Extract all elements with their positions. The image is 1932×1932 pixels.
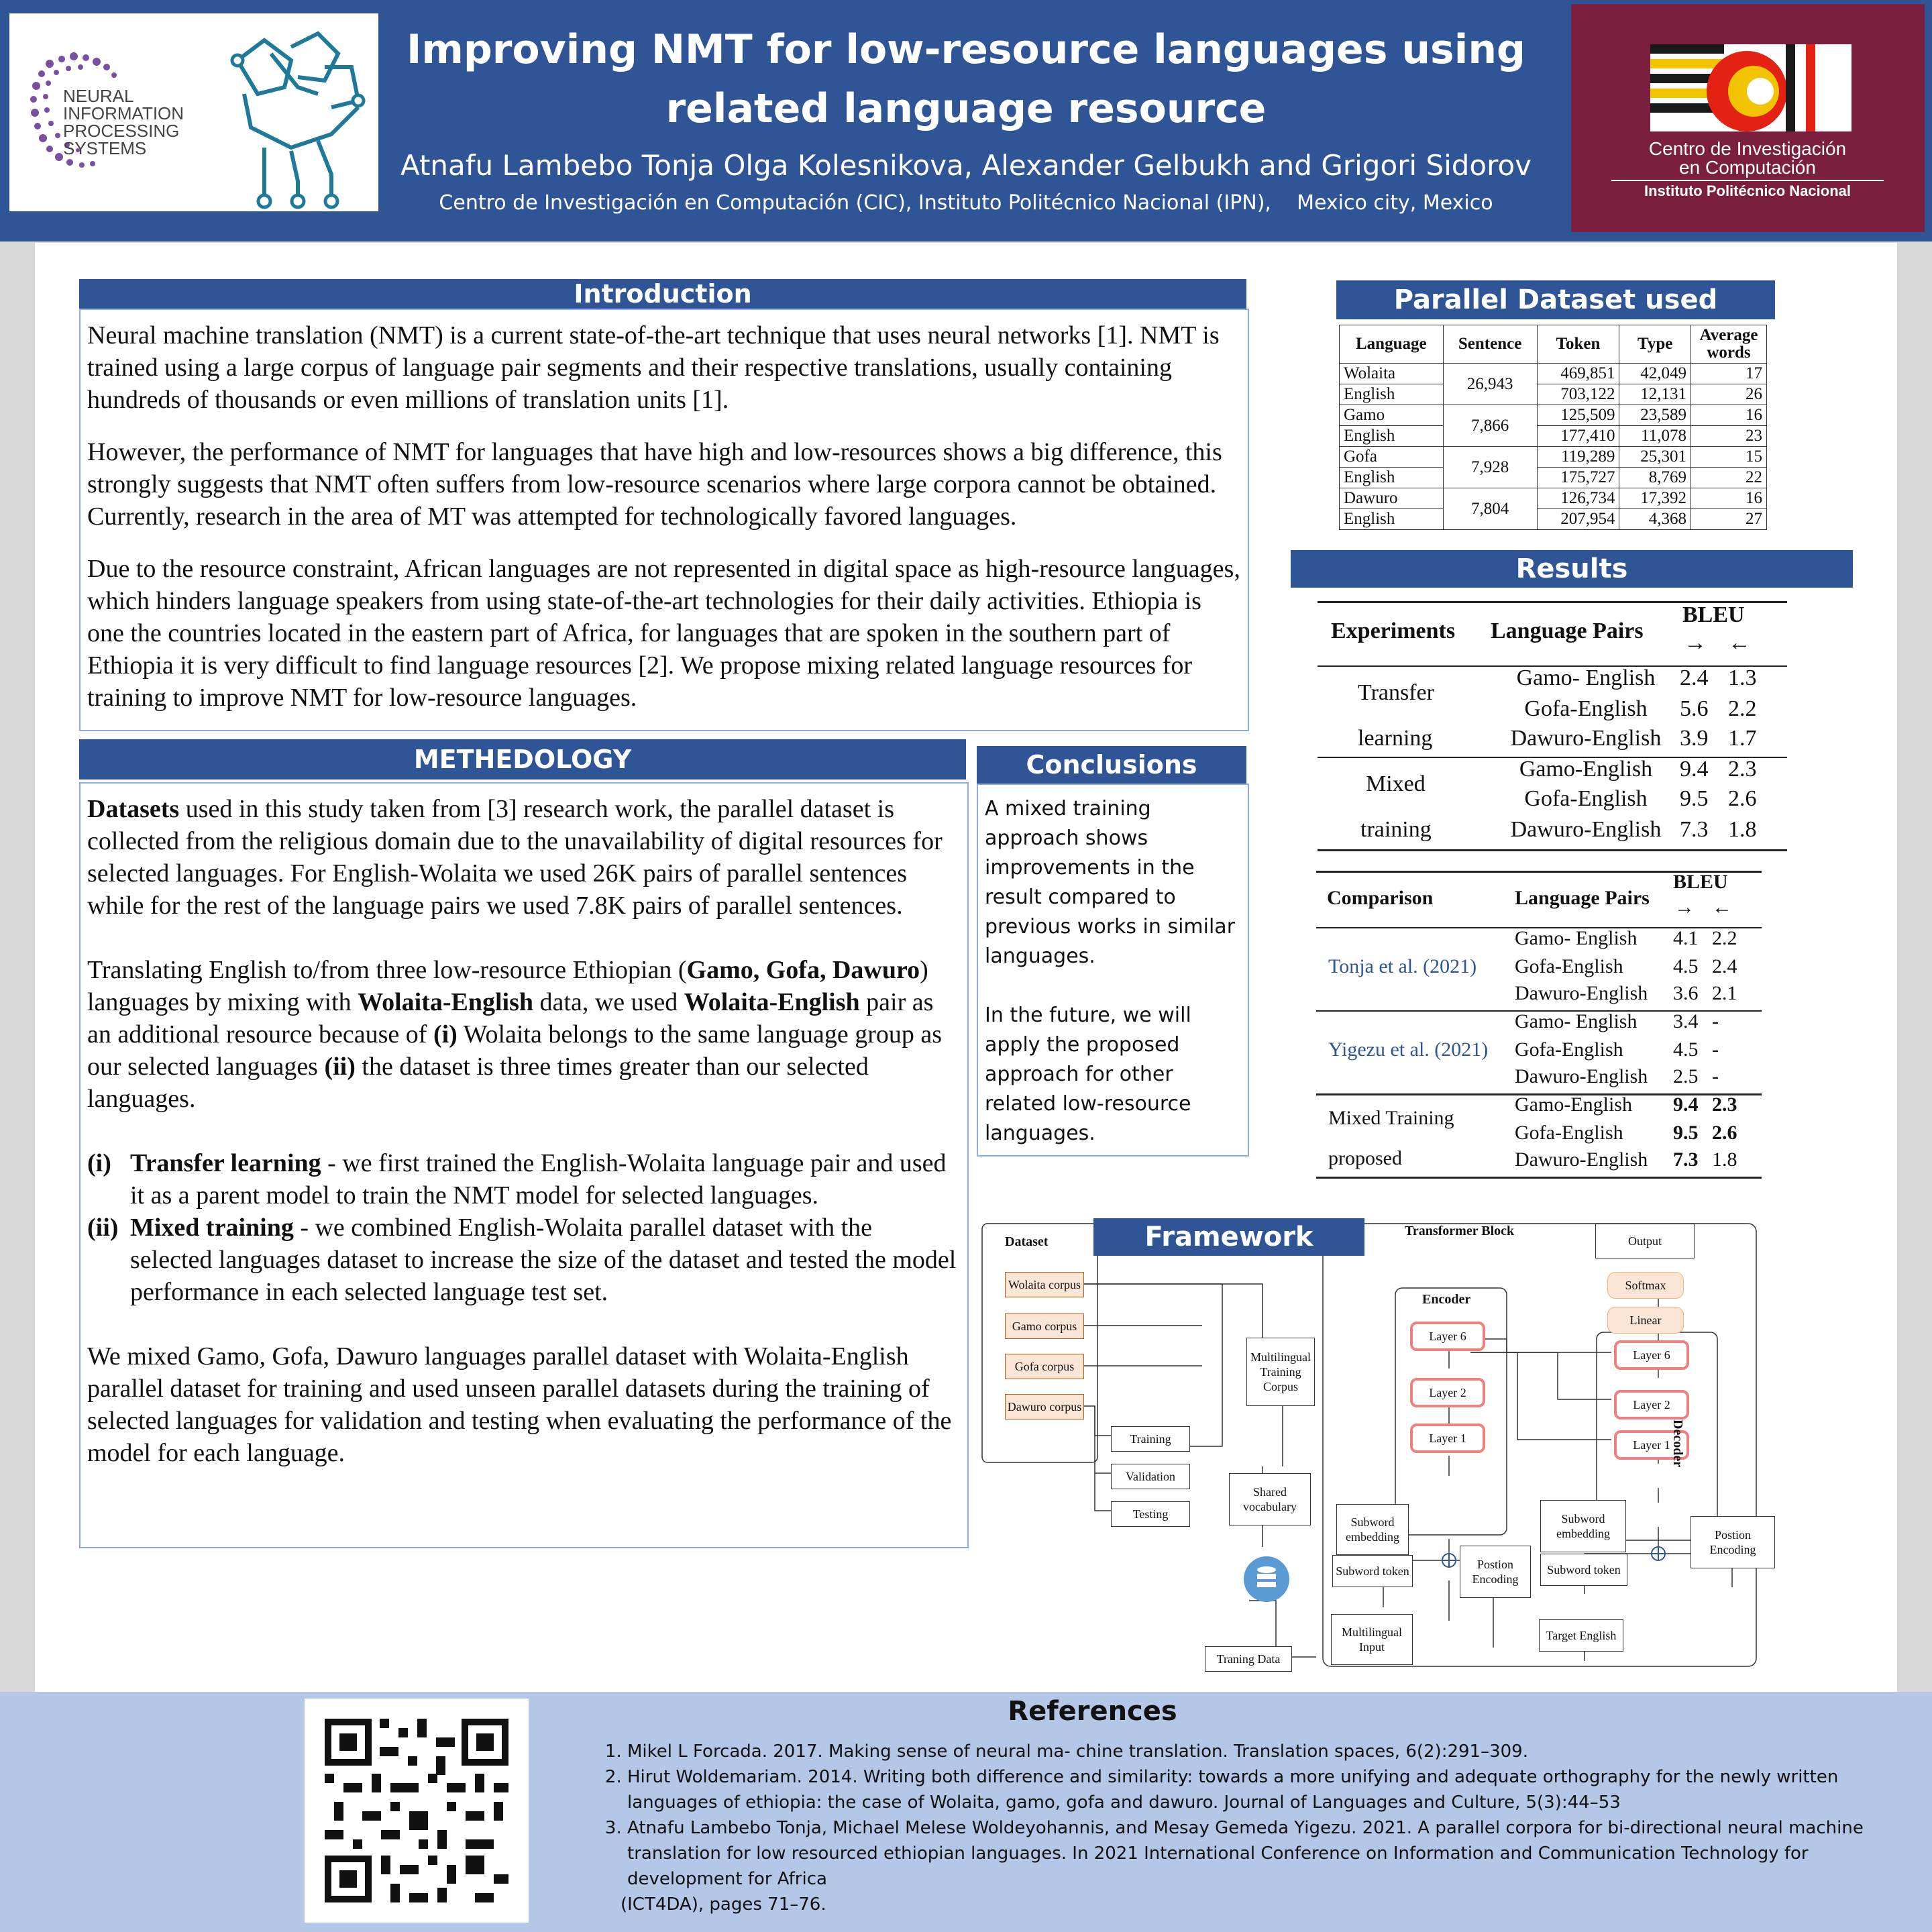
- cell-type: 12,131: [1619, 384, 1691, 405]
- framework-diagram: [981, 1218, 1759, 1668]
- li2-text: [130, 1212, 959, 1308]
- cell-type: 42,049: [1619, 364, 1691, 384]
- bleu-right: 4.1: [1673, 927, 1699, 949]
- cell-token: 177,410: [1537, 426, 1619, 447]
- bleu-left: 2.4: [1712, 955, 1737, 977]
- li1-rest: - we first trained the English-Wolaita language pair and used it as a parent model to train the NMT model for selected languages.: [130, 1149, 947, 1210]
- references-heading: References: [1008, 1696, 1177, 1727]
- intro-paragraph-3: Due to the resource constraint, African languages are not represented in digital space as high-resource languages, which hinders language speakers from using state-of-the-art technologies for their daily activities. Ethiopia is one the countries located in the eastern part of Africa, for languages that are spoken in the southern part of Ethiopia it is very difficult to find language resources [2]. We propose mixing related language resources for training to improve NMT for low-resource languages.: [87, 555, 1240, 712]
- cell-avg: 16: [1691, 405, 1767, 426]
- dataset-header-row: [1340, 325, 1767, 364]
- validation-split: Validation: [1111, 1464, 1190, 1489]
- mixed-proposed-label-2: proposed: [1328, 1147, 1402, 1169]
- cell-type: 17,392: [1619, 488, 1691, 509]
- decoder-layer-2: Layer 2: [1614, 1390, 1689, 1419]
- logo-line-1: NEURAL: [63, 86, 134, 106]
- cell-token: 703,122: [1537, 384, 1619, 405]
- cell-token: 175,727: [1537, 468, 1619, 488]
- col-bleu: BLEU: [1682, 602, 1745, 627]
- bleu-right: 9.4: [1680, 757, 1709, 782]
- col-sentence: Sentence: [1443, 325, 1537, 364]
- introduction-text: [87, 319, 1241, 734]
- source-subword-token: Subword token: [1332, 1555, 1413, 1587]
- col-comparison: Comparison: [1327, 887, 1434, 909]
- tonja-label: Tonja et al. (2021): [1328, 955, 1477, 977]
- cell-language: Wolaita: [1340, 364, 1444, 384]
- pair-cell: Dawuro-English: [1510, 726, 1662, 751]
- bleu-right: 3.4: [1673, 1010, 1699, 1032]
- table-row: [1340, 384, 1767, 405]
- conclusions-text: [985, 794, 1244, 1148]
- source-position-encoding: Postion Encoding: [1460, 1546, 1531, 1598]
- framework-heading: Framework: [1093, 1218, 1364, 1256]
- pair-cell: Gamo- English: [1515, 1010, 1638, 1032]
- method-p1-text: used in this study taken from [3] research work, the parallel dataset is collected from the religious domain due to the unavailability of digital resources for selected languages. For English-Wolaita we used 26K pairs of parallel sentences while for the rest of the language pairs we used 7.8K pairs of parallel sentences.: [87, 795, 943, 920]
- encoder-layer-2: Layer 2: [1410, 1378, 1485, 1407]
- logo-line-3: PROCESSING: [63, 121, 180, 141]
- pair-cell: Gamo- English: [1515, 927, 1638, 949]
- logo-line-4: SYSTEMS: [63, 138, 147, 158]
- cell-sentence: 7,804: [1443, 488, 1537, 530]
- references-list: [600, 1739, 1875, 1917]
- cell-token: 207,954: [1537, 509, 1619, 530]
- bleu-left: 2.3: [1728, 757, 1757, 782]
- cell-avg: 15: [1691, 447, 1767, 468]
- bleu-left: 2.6: [1728, 786, 1757, 811]
- arrow-left-2: ←: [1712, 896, 1732, 918]
- reference-item: 3. Atnafu Lambebo Tonja, Michael Melese Woldeyohannis, and Mesay Gemeda Yigezu. 2021. A parallel corpora for bi-directional neural machine translation for low resourced ethiopian languages. In 2021 International Conference on Information and Communication Technology for development for Africa: [627, 1815, 1875, 1892]
- col-experiments: Experiments: [1331, 619, 1456, 643]
- cell-token: 125,509: [1537, 405, 1619, 426]
- dataset-table: [1339, 325, 1767, 530]
- source-subword-embedding: Subword embedding: [1336, 1504, 1409, 1555]
- target-subword-embedding: Subword embedding: [1540, 1500, 1626, 1552]
- cell-type: 23,589: [1619, 405, 1691, 426]
- reference-last-line: (ICT4DA), pages 71–76.: [621, 1894, 826, 1915]
- col-bleu-2: BLEU: [1673, 871, 1728, 893]
- authors: Atnafu Lambebo Tonja Olga Kolesnikova, Alexander Gelbukh and Grigori Sidorov: [400, 149, 1532, 182]
- li1-number: (i): [87, 1149, 111, 1177]
- introduction-box: [79, 309, 1249, 731]
- arrow-right-2: →: [1674, 896, 1695, 918]
- training-data: Traning Data: [1205, 1646, 1292, 1672]
- arrow-right: →: [1684, 631, 1707, 655]
- bleu-left: 2.1: [1712, 982, 1737, 1004]
- method-p2-f: Wolaita-English: [684, 988, 860, 1016]
- table-row: [1340, 488, 1767, 509]
- bleu-left: 2.2: [1728, 696, 1757, 721]
- training-split: Training: [1111, 1426, 1190, 1452]
- method-p2-b: Gamo, Gofa, Dawuro: [686, 956, 920, 984]
- cell-language: Gofa: [1340, 447, 1444, 468]
- cell-language: Gamo: [1340, 405, 1444, 426]
- table-row: [1340, 509, 1767, 530]
- method-paragraph-2: [87, 954, 959, 1115]
- results-table-2: [1316, 871, 1762, 1179]
- bleu-right: 4.5: [1673, 1038, 1699, 1061]
- cell-avg: 22: [1691, 468, 1767, 488]
- database-icon: [1244, 1556, 1289, 1602]
- method-p2-h: (i): [433, 1020, 458, 1049]
- col-type: Type: [1619, 325, 1691, 364]
- cic-line-2: en Computación: [1679, 157, 1816, 178]
- cell-token: 469,851: [1537, 364, 1619, 384]
- table-row: [1340, 468, 1767, 488]
- bleu-right: 3.6: [1673, 982, 1699, 1004]
- pair-cell: Gamo-English: [1519, 757, 1653, 782]
- bleu-right: 9.5: [1680, 786, 1709, 811]
- method-list-item-1: [87, 1147, 959, 1212]
- reference-item: 1. Mikel L Forcada. 2017. Making sense of neural ma- chine translation. Translation spaces, 6(2):291–309.: [627, 1739, 1875, 1764]
- bleu-left: 1.7: [1728, 726, 1757, 751]
- fist-circuit-icon: [237, 34, 358, 198]
- method-p2-d: Wolaita-English: [358, 988, 534, 1016]
- method-p2-i: Wolaita belongs to the same language group as our selected languages: [87, 1020, 943, 1081]
- bleu-left: 1.8: [1712, 1148, 1737, 1171]
- method-list-item-2: [87, 1212, 959, 1308]
- conclusions-box: [977, 784, 1249, 1157]
- cell-avg: 17: [1691, 364, 1767, 384]
- methodology-text: [87, 793, 959, 1489]
- bleu-left: 1.8: [1728, 817, 1757, 842]
- bleu-right: 3.9: [1680, 726, 1709, 751]
- bleu-left: 2.3: [1712, 1093, 1737, 1116]
- multilingual-training-corpus: Multilingual Training Corpus: [1246, 1338, 1315, 1406]
- bleu-right: 7.3: [1673, 1148, 1699, 1171]
- cic-logo-graphic: [1571, 4, 1925, 232]
- cell-type: 4,368: [1619, 509, 1691, 530]
- conclusions-heading: Conclusions: [977, 746, 1246, 784]
- transformer-block-label: Transformer Block: [1405, 1224, 1515, 1238]
- li2-rest: - we combined English-Wolaita parallel dataset with the selected languages dataset to increase the size of the dataset and tested the model performance in each selected language test set.: [130, 1214, 957, 1306]
- bleu-left: 2.6: [1712, 1122, 1737, 1144]
- bleu-left: -: [1712, 1065, 1719, 1087]
- logo-line-2: INFORMATION: [63, 103, 184, 123]
- cell-avg: 27: [1691, 509, 1767, 530]
- bleu-right: 4.5: [1673, 955, 1699, 977]
- intro-paragraph-1: Neural machine translation (NMT) is a current state-of-the-art technique that uses neural networks [1]. NMT is trained using a large corpus of language pair segments and their respective translations, usually containing hundreds of thousands or even millions of translation units [1].: [87, 321, 1220, 414]
- bleu-left: -: [1712, 1038, 1719, 1061]
- bleu-right: 9.5: [1673, 1122, 1699, 1144]
- pair-cell: Gofa-English: [1515, 955, 1623, 977]
- table-row: [1340, 364, 1767, 384]
- conclusion-paragraph-2: In the future, we will apply the proposed approach for other related low-resource languages.: [985, 1004, 1191, 1145]
- cell-token: 119,289: [1537, 447, 1619, 468]
- transfer-label-1: Transfer: [1358, 680, 1434, 705]
- method-p2-a: Translating English to/from three low-resource Ethiopian (: [87, 956, 687, 984]
- mixed-label-2: training: [1360, 817, 1432, 842]
- bleu-right: 2.4: [1680, 665, 1709, 690]
- li1-text: [130, 1147, 959, 1212]
- cell-sentence: 7,866: [1443, 405, 1537, 447]
- shared-vocabulary: Shared vocabulary: [1229, 1473, 1311, 1525]
- col-language: Language: [1340, 325, 1444, 364]
- gamo-corpus: Gamo corpus: [1005, 1313, 1084, 1339]
- poster-title: Improving NMT for low-resource languages using related language resource: [407, 26, 1525, 132]
- col-language-pairs: Language Pairs: [1491, 619, 1644, 643]
- col-average-words: Average words: [1691, 325, 1767, 364]
- cell-avg: 16: [1691, 488, 1767, 509]
- cell-language: English: [1340, 384, 1444, 405]
- pair-cell: Gamo- English: [1516, 665, 1656, 690]
- wolaita-corpus: Wolaita corpus: [1005, 1272, 1084, 1297]
- dataset-heading: Parallel Dataset used: [1336, 280, 1775, 319]
- pair-cell: Gamo-English: [1515, 1093, 1632, 1116]
- pair-cell: Gofa-English: [1524, 786, 1648, 811]
- cell-avg: 26: [1691, 384, 1767, 405]
- table-row: [1340, 447, 1767, 468]
- method-paragraph-3: We mixed Gamo, Gofa, Dawuro languages parallel dataset with Wolaita-English parallel dataset for training and used unseen parallel datasets during the training of selected languages for validation and testing when evaluating the performance of the model for each language.: [87, 1342, 952, 1467]
- bleu-right: 5.6: [1680, 696, 1709, 721]
- yigezu-label: Yigezu et al. (2021): [1328, 1038, 1489, 1061]
- reference-item: 2. Hirut Woldemariam. 2014. Writing both difference and similarity: towards a more unifying and adequate orthography for the newly written languages of ethiopia: the case of Wolaita, gamo, gofa and dawuro. Journal of Languages and Culture, 5(3):44–53: [627, 1764, 1875, 1815]
- method-p2-e: data, we used: [533, 988, 684, 1016]
- bleu-left: 1.3: [1728, 665, 1757, 690]
- neurips-logo-graphic: [9, 13, 378, 211]
- cell-language: English: [1340, 426, 1444, 447]
- encoder-label: Encoder: [1422, 1292, 1471, 1307]
- col-token: Token: [1537, 325, 1619, 364]
- cell-language: English: [1340, 509, 1444, 530]
- cell-type: 8,769: [1619, 468, 1691, 488]
- methodology-box: [79, 782, 969, 1548]
- cell-type: 11,078: [1619, 426, 1691, 447]
- affiliation: Centro de Investigación en Computación (CIC), Instituto Politécnico Nacional (IPN), Mexico city, Mexico: [439, 191, 1493, 215]
- decoder-label: Decoder: [1670, 1419, 1685, 1468]
- neurips-logo: [9, 13, 378, 211]
- pair-cell: Dawuro-English: [1515, 1148, 1648, 1171]
- method-p2-g: pair as an additional resource because of: [87, 988, 934, 1049]
- cell-avg: 23: [1691, 426, 1767, 447]
- mixed-proposed-label-1: Mixed Training: [1328, 1107, 1454, 1129]
- method-paragraph-1: [87, 793, 959, 922]
- gofa-corpus: Gofa corpus: [1005, 1354, 1084, 1379]
- pair-cell: Gofa-English: [1524, 696, 1648, 721]
- pair-cell: Gofa-English: [1515, 1038, 1623, 1061]
- table-row: [1340, 426, 1767, 447]
- qr-code-graphic: [305, 1699, 529, 1923]
- col-language-pairs-2: Language Pairs: [1515, 887, 1650, 909]
- bleu-right: 7.3: [1680, 817, 1709, 842]
- pair-cell: Dawuro-English: [1515, 982, 1648, 1004]
- target-english: Target English: [1539, 1619, 1623, 1652]
- li2-bold: Mixed training: [130, 1214, 294, 1242]
- dawuro-corpus: Dawuro corpus: [1005, 1394, 1084, 1419]
- encoder-layer-6: Layer 6: [1410, 1322, 1485, 1351]
- decoder-layer-6: Layer 6: [1614, 1340, 1689, 1370]
- softmax-box: Softmax: [1607, 1272, 1684, 1299]
- methodology-heading: METHEDOLOGY: [79, 739, 966, 780]
- intro-paragraph-2: However, the performance of NMT for languages that have high and low-resources shows a big difference, this strongly suggests that NMT often suffers from low-resource scenarios where large corpora cannot be obtained. Currently, research in the area of MT was attempted for technologically favored languages.: [87, 438, 1222, 531]
- bleu-left: -: [1712, 1010, 1719, 1032]
- cell-language: English: [1340, 468, 1444, 488]
- bleu-right: 9.4: [1673, 1093, 1699, 1116]
- method-p2-c: ) languages by mixing with: [87, 956, 928, 1016]
- linear-box: Linear: [1607, 1307, 1684, 1334]
- li2-number: (ii): [87, 1214, 119, 1242]
- qr-code[interactable]: [305, 1699, 529, 1923]
- cic-logo: [1571, 4, 1925, 232]
- cell-type: 25,301: [1619, 447, 1691, 468]
- encoder-layer-1: Layer 1: [1410, 1424, 1485, 1453]
- method-p2-j: (ii): [324, 1053, 356, 1081]
- transfer-label-2: learning: [1358, 726, 1433, 751]
- bleu-right: 2.5: [1673, 1065, 1699, 1087]
- introduction-heading: Introduction: [79, 279, 1246, 309]
- cic-line-1: Centro de Investigación: [1648, 138, 1847, 159]
- output-box: Output: [1595, 1224, 1695, 1258]
- datasets-label: Datasets: [87, 795, 180, 823]
- mixed-label-1: Mixed: [1366, 771, 1426, 796]
- table-row: [1340, 405, 1767, 426]
- method-p2-k: the dataset is three times greater than our selected languages.: [87, 1053, 869, 1113]
- testing-split: Testing: [1111, 1501, 1190, 1527]
- dataset-label: Dataset: [1005, 1234, 1049, 1249]
- results-table-1: [1318, 601, 1787, 852]
- cell-token: 126,734: [1537, 488, 1619, 509]
- conclusion-paragraph-1: A mixed training approach shows improvements in the result compared to previous works in similar languages.: [985, 797, 1236, 968]
- target-subword-token: Subword token: [1540, 1554, 1627, 1586]
- pair-cell: Dawuro-English: [1515, 1065, 1648, 1087]
- li1-bold: Transfer learning: [130, 1149, 321, 1177]
- multilingual-input: Multilingual Input: [1331, 1614, 1413, 1665]
- arrow-left: ←: [1728, 631, 1751, 655]
- decoder-layer-1: Layer 1: [1614, 1430, 1689, 1460]
- target-position-encoding: Postion Encoding: [1690, 1516, 1775, 1568]
- pair-cell: Gofa-English: [1515, 1122, 1623, 1144]
- cell-sentence: 26,943: [1443, 364, 1537, 405]
- results-heading: Results: [1291, 550, 1853, 588]
- cell-language: Dawuro: [1340, 488, 1444, 509]
- cell-sentence: 7,928: [1443, 447, 1537, 488]
- cic-line-3: Instituto Politécnico Nacional: [1644, 182, 1851, 199]
- pair-cell: Dawuro-English: [1510, 817, 1662, 842]
- bleu-left: 2.2: [1712, 927, 1737, 949]
